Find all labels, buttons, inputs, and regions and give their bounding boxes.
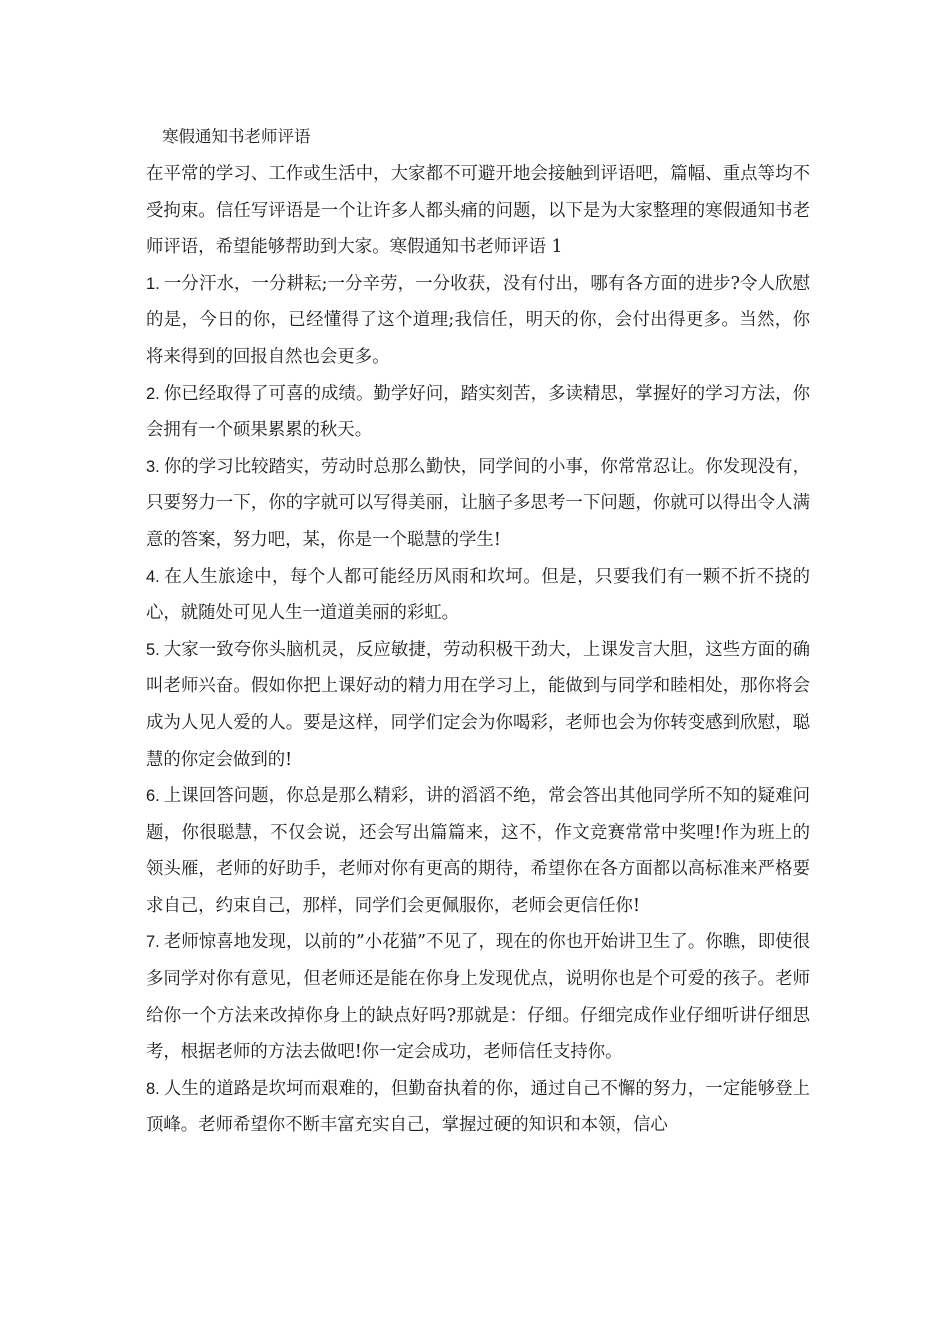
- comment-item-6: [146, 778, 810, 924]
- item-number: 7.: [146, 933, 160, 952]
- item-text: 你已经取得了可喜的成绩。勤学好问，踏实刻苦，多读精思，掌握好的学习方法，你会拥有一个硕果累累的秋天。: [146, 383, 810, 441]
- item-number: 2.: [146, 384, 160, 403]
- item-text: 大家一致夸你头脑机灵，反应敏捷，劳动积极干劲大，上课发言大胆，这些方面的确叫老师兴奋。假如你把上课好动的精力用在学习上，能做到与同学和睦相处，那你将会成为人见人爱的人。要是这样，同学们定会为你喝彩，老师也会为你转变感到欣慰，聪慧的你定会做到的!: [146, 639, 810, 770]
- comment-item-3: [146, 449, 810, 559]
- document-title: 寒假通知书老师评语: [162, 127, 311, 146]
- comment-item-5: [146, 632, 810, 778]
- comment-item-7: [146, 924, 810, 1070]
- comment-item-4: [146, 559, 810, 632]
- comment-item-8: [146, 1071, 810, 1144]
- intro-paragraph: 在平常的学习、工作或生活中，大家都不可避开地会接触到评语吧，篇幅、重点等均不受拘束。信任写评语是一个让许多人都头痛的问题，以下是为大家整理的寒假通知书老师评语，希望能够帮助到大家。寒假通知书老师评语 1: [146, 164, 810, 258]
- item-text: 一分汗水，一分耕耘;一分辛劳，一分收获，没有付出，哪有各方面的进步?令人欣慰的是，今日的你，已经懂得了这个道理;我信任，明天的你，会付出得更多。当然，你将来得到的回报自然也会更多。: [146, 273, 810, 367]
- comment-item-1: [146, 266, 810, 376]
- item-number: 5.: [146, 640, 160, 659]
- item-number: 8.: [146, 1079, 160, 1098]
- item-number: 3.: [146, 457, 160, 476]
- document-body: [146, 156, 810, 1144]
- item-number: 6.: [146, 787, 160, 806]
- item-text: 你的学习比较踏实，劳动时总那么勤快，同学间的小事，你常常忍让。你发现没有，只要努力一下，你的字就可以写得美丽，让脑子多思考一下问题，你就可以得出令人满意的答案，努力吧，某，你是一个聪慧的学生!: [146, 456, 810, 550]
- item-text: 人生的道路是坎坷而艰难的，但勤奋执着的你，通过自己不懈的努力，一定能够登上顶峰。老师希望你不断丰富充实自己，掌握过硬的知识和本领，信心: [146, 1078, 810, 1136]
- item-text: 在人生旅途中，每个人都可能经历风雨和坎坷。但是，只要我们有一颗不折不挠的心，就随处可见人生一道道美丽的彩虹。: [146, 566, 810, 624]
- item-number: 1.: [146, 274, 160, 293]
- item-text: 上课回答问题，你总是那么精彩，讲的滔滔不绝，常会答出其他同学所不知的疑难问题，你很聪慧，不仅会说，还会写出篇篇来，这不，作文竞赛常常中奖哩!作为班上的领头雁，老师的好助手，老师对你有更高的期待，希望你在各方面都以高标准来严格要求自己，约束自己，那样，同学们会更佩服你，老师会更信任你!: [146, 786, 810, 916]
- item-text: 老师惊喜地发现，以前的”小花猫”不见了，现在的你也开始讲卫生了。你瞧，即使很多同学对你有意见，但老师还是能在你身上发现优点，说明你也是个可爱的孩子。老师给你一个方法来改掉你身上的缺点好吗?那就是：仔细。仔细完成作业仔细听讲仔细思考，根据老师的方法去做吧!你一定会成功，老师信任支持你。: [146, 932, 810, 1063]
- comment-item-2: [146, 376, 810, 449]
- item-number: 4.: [146, 567, 160, 586]
